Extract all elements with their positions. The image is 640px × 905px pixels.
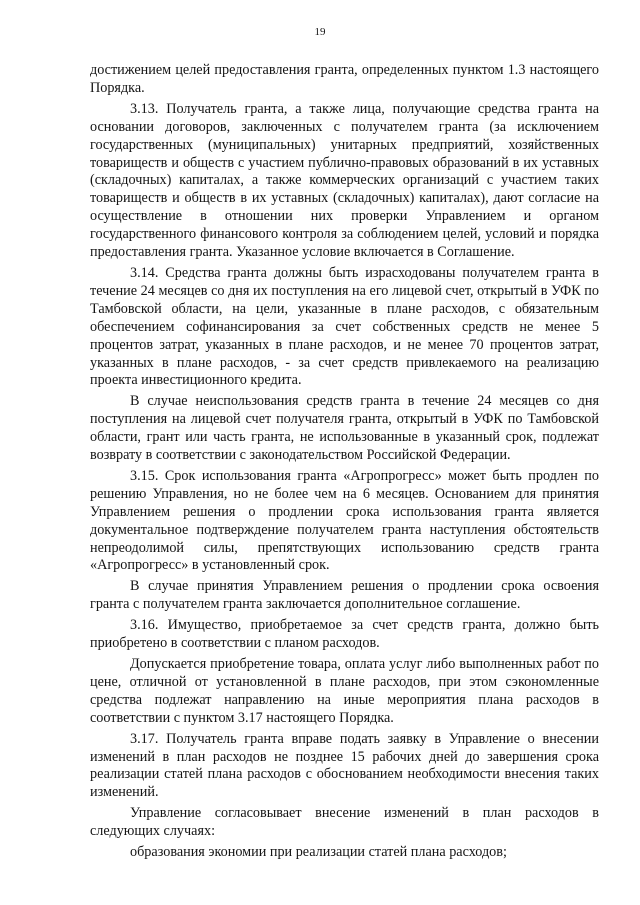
page-number: 19 bbox=[314, 26, 326, 38]
paragraph-3-17-approval: Управление согласовывает внесение изменений в план расходов в следующих случаях: bbox=[90, 805, 599, 840]
paragraph-3-16: 3.16. Имущество, приобретаемое за счет средств гранта, должно быть приобретено в соответствии с планом расходов. bbox=[90, 617, 599, 652]
document-body bbox=[90, 62, 599, 865]
paragraph-3-16-savings: Допускается приобретение товара, оплата услуг либо выполненных работ по цене, отличной от установленной в плане расходов, при этом сэкономленные средства подлежат направлению на иные мероприятия плана расходов в соответствии с пунктом 3.17 настоящего Порядка. bbox=[90, 656, 599, 726]
paragraph-3-13: 3.13. Получатель гранта, а также лица, получающие средства гранта на основании договоров, заключенных с получателем гранта (за исключением государственных (муниципальных) унитарных предприятий, хозяйственных товариществ и обществ с участием публично-правовых образований в их уставных (складочных) капиталах, а также коммерческих организаций с участием таких товариществ и обществ в их уставных (складочных) капиталах), дают согласие на осуществление в отношении них проверки Управлением и органом государственного финансового контроля за соблюдением целей, условий и порядка предоставления гранта. Указанное условие включается в Соглашение. bbox=[90, 100, 599, 261]
paragraph-3-14-unused-funds: В случае неиспользования средств гранта в течение 24 месяцев со дня поступления на лицевой счет получателя гранта, открытый в УФК по Тамбовской области, грант или часть гранта, не использованные в указанный срок, подлежат возврату в соответствии с законодательством Российской Федерации. bbox=[90, 393, 599, 464]
paragraph-3-15: 3.15. Срок использования гранта «Агропрогресс» может быть продлен по решению Управления, но не более чем на 6 месяцев. Основанием для принятия Управлением решения о продлении срока использования гранта является документальное подтверждение получателем гранта наступления обстоятельств непреодолимой силы, препятствующих использованию средств гранта «Агропрогресс» в установленный срок. bbox=[90, 467, 599, 574]
paragraph-3-14: 3.14. Средства гранта должны быть израсходованы получателем гранта в течение 24 месяцев со дня их поступления на его лицевой счет, открытый в УФК по Тамбовской области, на цели, указанные в плане расходов, с обязательным обеспечением софинансирования за счет собственных средств не менее 5 процентов затрат, указанных в плане расходов, и не менее 70 процентов затрат, указанных в плане расходов, - за счет средств привлекаемого на реализацию проекта инвестиционного кредита. bbox=[90, 264, 599, 389]
paragraph-3-15-extension: В случае принятия Управлением решения о продлении срока освоения гранта с получателем гранта заключается дополнительное соглашение. bbox=[90, 578, 599, 613]
paragraph-3-17: 3.17. Получатель гранта вправе подать заявку в Управление о внесении изменений в план расходов не позднее 15 рабочих дней до завершения срока реализации статей плана расходов с обоснованием необходимости внесения таких изменений. bbox=[90, 730, 599, 801]
paragraph-3-17-case: образования экономии при реализации статей плана расходов; bbox=[130, 844, 507, 861]
paragraph-continuation: достижением целей предоставления гранта, определенных пунктом 1.3 настоящего Порядка. bbox=[90, 62, 599, 96]
